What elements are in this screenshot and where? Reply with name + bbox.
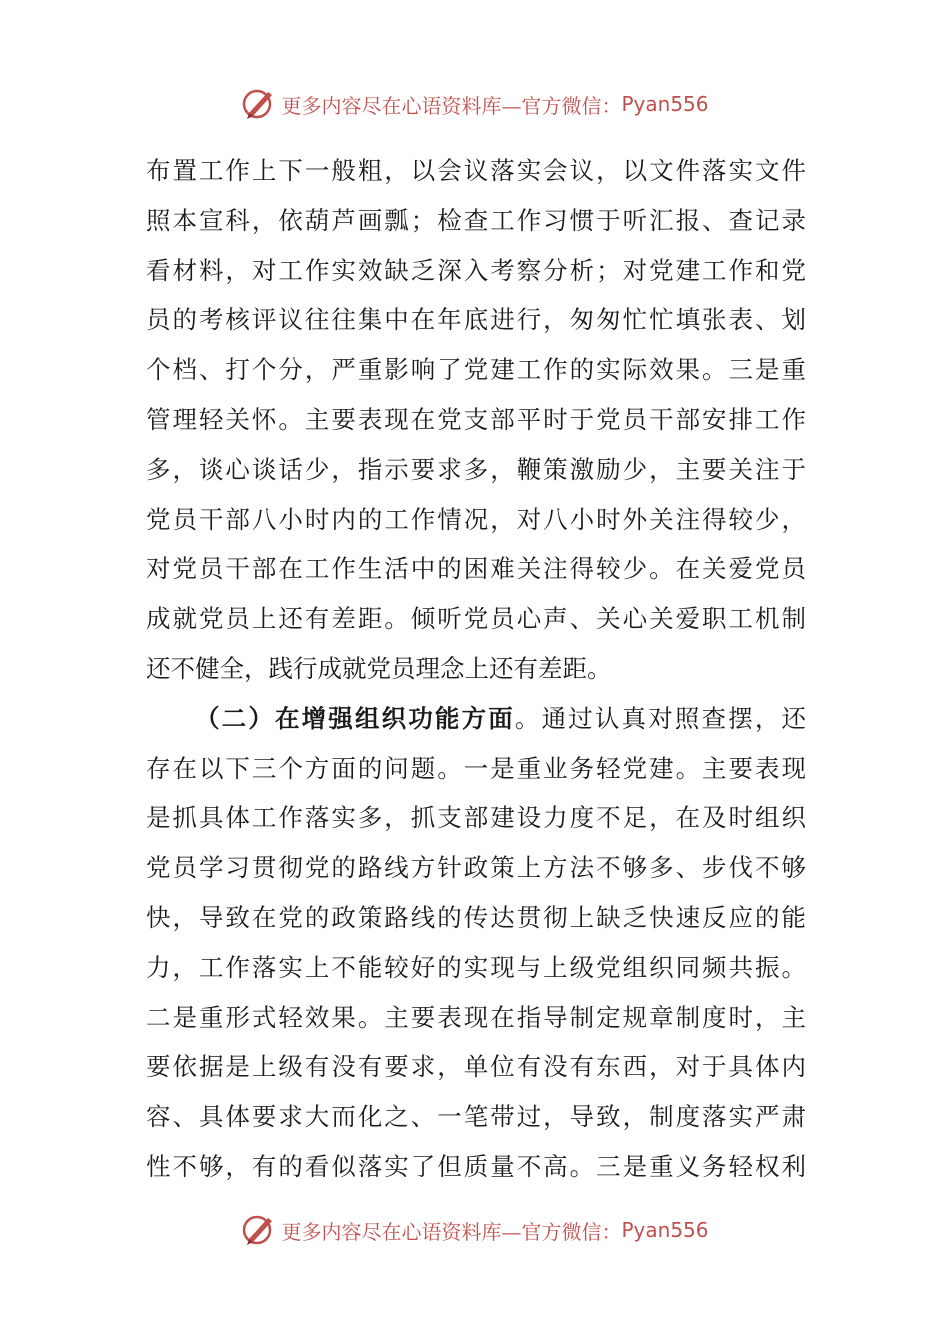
text-line: 管理轻关怀。主要表现在党支部平时于党员干部安排工作 (146, 404, 806, 434)
section-heading: （二）在增强组织功能方面 (195, 703, 515, 733)
text-line: 性不够，有的看似落实了但质量不高。三是重义务轻权利 (146, 1151, 806, 1181)
text-line: 个档、打个分，严重影响了党建工作的实际效果。三是重 (146, 355, 806, 385)
text-line: 多，谈心谈话少，指示要求多，鞭策激励少，主要关注于 (146, 454, 806, 484)
text-line: 是抓具体工作落实多，抓支部建设力度不足，在及时组织 (146, 803, 806, 833)
watermark-header (0, 84, 950, 124)
text-line: 快，导致在党的政策路线的传达贯彻上缺乏快速反应的能 (146, 902, 806, 932)
watermark-wechat-id: Pyan556 (621, 92, 709, 116)
watermark-text: 更多内容尽在心语资料库—官方微信： (281, 93, 622, 118)
text-line: 党员干部八小时内的工作情况，对八小时外关注得较少， (146, 504, 806, 534)
text-line: 照本宣科，依葫芦画瓢；检查工作习惯于听汇报、查记录 (146, 205, 806, 235)
watermark-wechat-id: Pyan556 (621, 1218, 709, 1242)
text-line: 容、具体要求大而化之、一笔带过，导致，制度落实严肃 (146, 1102, 806, 1132)
text-line: 要依据是上级有没有要求，单位有没有东西，对于具体内 (146, 1052, 806, 1082)
text-line: 党员学习贯彻党的路线方针政策上方法不够多、步伐不够 (146, 853, 806, 883)
pen-logo-icon (241, 1212, 277, 1248)
text-line: 二是重形式轻效果。主要表现在指导制定规章制度时，主 (146, 1002, 806, 1032)
text-line: 对党员干部在工作生活中的困难关注得较少。在关爱党员 (146, 554, 806, 584)
text-line: 看材料，对工作实效缺乏深入考察分析；对党建工作和党 (146, 255, 806, 285)
section-heading-line (146, 694, 806, 744)
text-line: 存在以下三个方面的问题。一是重业务轻党建。主要表现 (146, 753, 806, 783)
watermark-footer (0, 1210, 950, 1250)
text-line: 成就党员上还有差距。倾听党员心声、关心关爱职工机制 (146, 604, 806, 634)
text-line: 还不健全，践行成就党员理念上还有差距。 (146, 653, 612, 683)
text-line: 员的考核评议往往集中在年底进行，匆匆忙忙填张表、划 (146, 305, 806, 335)
pen-logo-icon (241, 86, 277, 122)
text-line: 布置工作上下一般粗，以会议落实会议，以文件落实文件 (146, 156, 806, 185)
document-body (146, 146, 806, 1192)
text-line: 力，工作落实上不能较好的实现与上级党组织同频共振。 (146, 952, 806, 982)
watermark-text: 更多内容尽在心语资料库—官方微信： (281, 1219, 622, 1244)
section-heading-rest: 。通过认真对照查摆，还 (514, 703, 807, 733)
